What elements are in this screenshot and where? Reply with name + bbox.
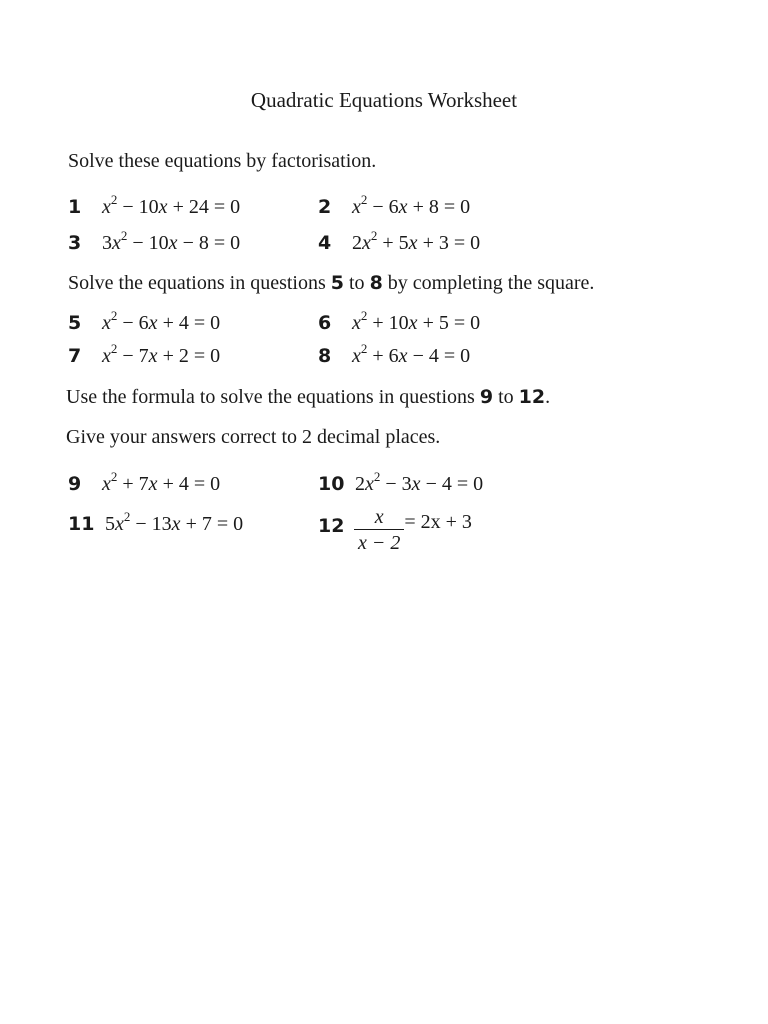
question-number: 11 [68,513,95,535]
instruction-factorisation: Solve these equations by factorisation. [68,150,377,172]
equation: $x^2 - 6x + 8 = 0$ [352,192,471,218]
question-8 [318,341,471,367]
question-10 [318,469,484,495]
question-4 [318,228,481,254]
question-1 [68,192,241,218]
question-number: 3 [68,232,82,254]
question-number: 7 [68,345,82,367]
equation: $3x^2 - 10x - 8 = 0$ [102,228,241,254]
question-number: 6 [318,312,332,334]
equation: $x^2 + 10x + 5 = 0$ [352,308,481,334]
equation-rhs: = 2x + 3 [404,511,472,533]
equation: $2x^2 + 5x + 3 = 0$ [352,228,481,254]
equation: $x^2 - 7x + 2 = 0$ [102,341,221,367]
numerator: x [354,505,404,530]
question-2 [318,192,471,218]
question-11 [68,509,244,535]
instruction-completing-square: Solve the equations in questions 5 to 8 by completing the square. [68,272,595,294]
question-number: 5 [68,312,82,334]
equation: $2x^2 - 3x - 4 = 0$ [355,469,484,495]
question-number: 8 [318,345,332,367]
equation: $x^2 + 6x - 4 = 0$ [352,341,471,367]
fraction [354,505,404,556]
question-number: 10 [318,473,345,495]
equation: $x^2 - 10x + 24 = 0$ [102,192,241,218]
equation: $5x^2 - 13x + 7 = 0$ [105,509,244,535]
instruction-formula: Use the formula to solve the equations in questions 9 to 12. [66,386,551,408]
instruction-decimal-places: Give your answers correct to 2 decimal places. [66,426,441,448]
question-7 [68,341,221,367]
question-number: 12 [318,515,345,537]
page-title: Quadratic Equations Worksheet [250,88,518,112]
question-9 [68,469,221,495]
question-6 [318,308,481,334]
question-number: 1 [68,196,82,218]
denominator: x − 2 [358,532,401,554]
equation: $x^2 + 7x + 4 = 0$ [102,469,221,495]
equation: $x^2 - 6x + 4 = 0$ [102,308,221,334]
question-number: 2 [318,196,332,218]
question-number: 4 [318,232,332,254]
equation [354,505,472,556]
question-3 [68,228,241,254]
question-5 [68,308,221,334]
question-number: 9 [68,473,82,495]
